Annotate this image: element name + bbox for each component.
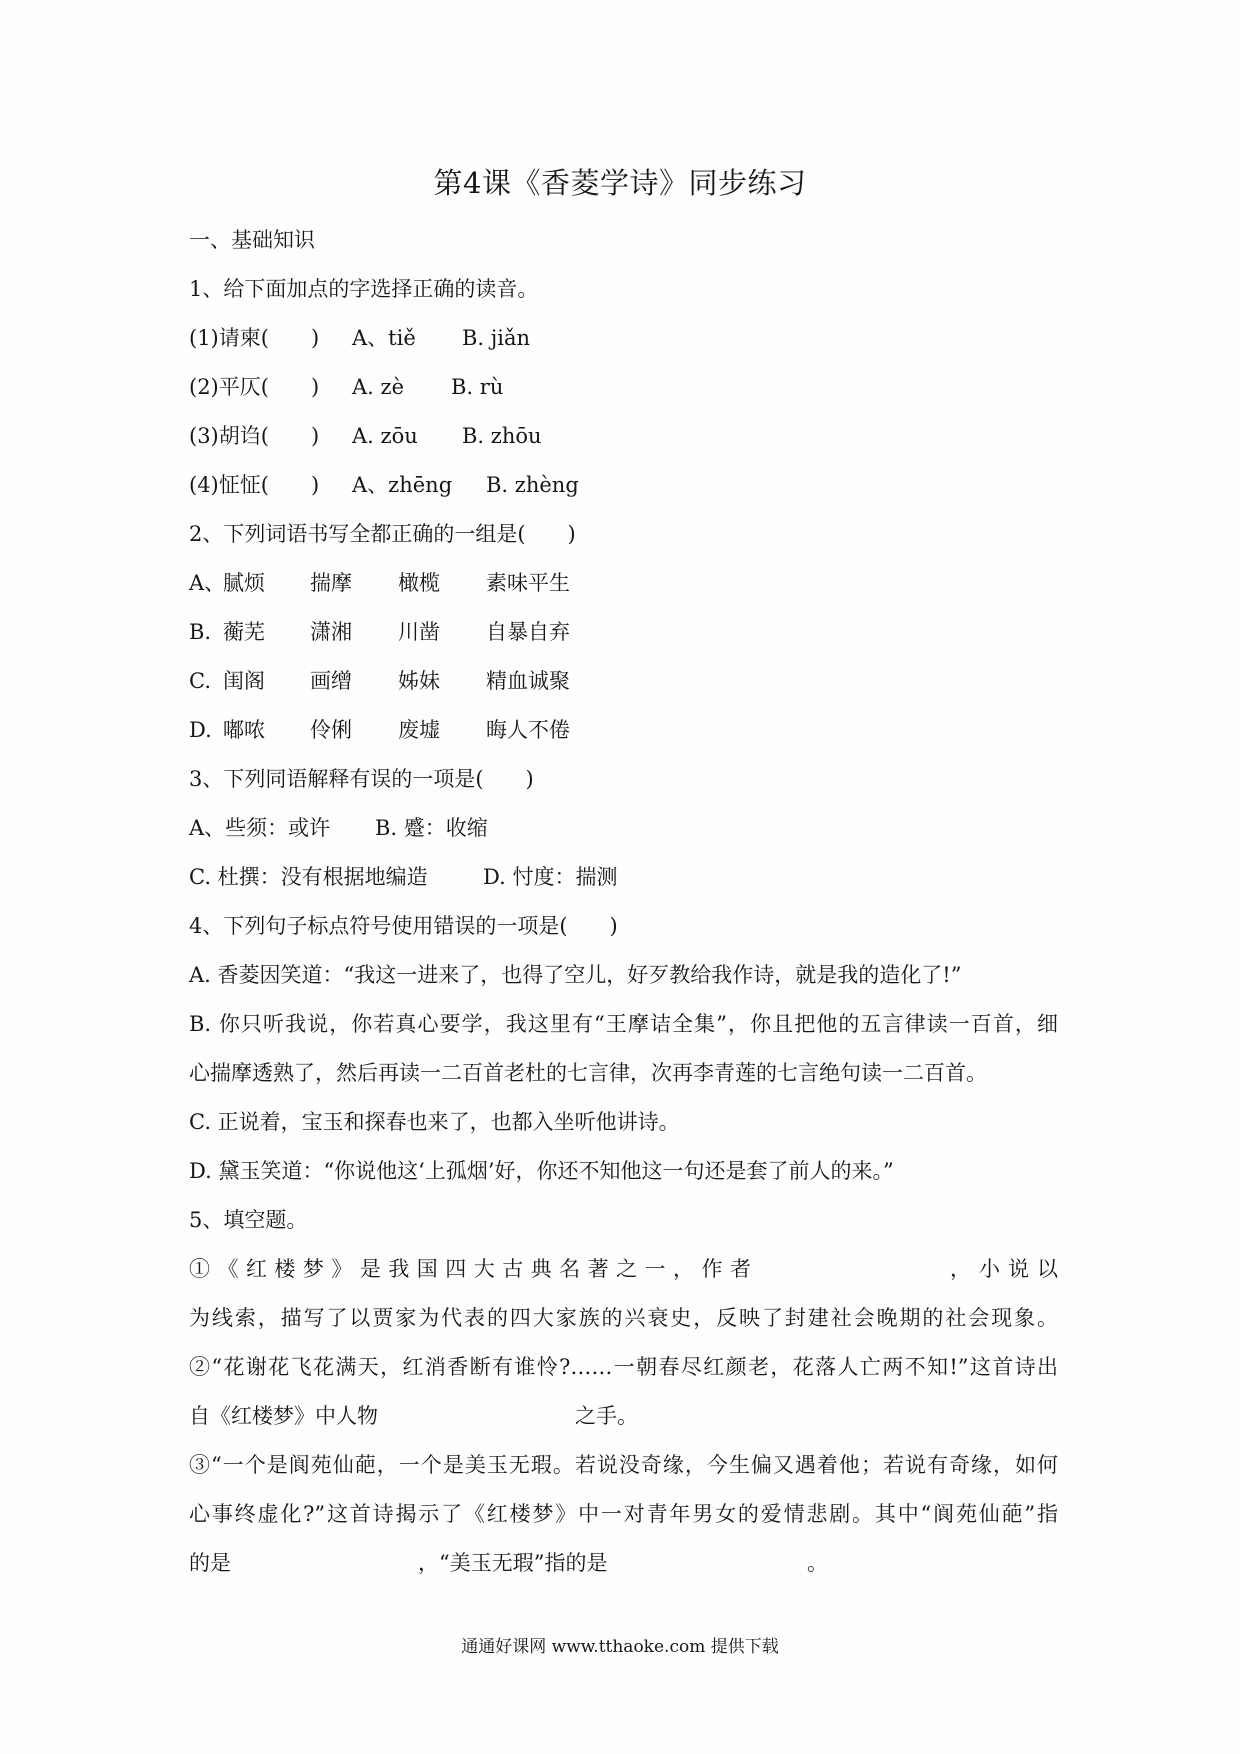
item-word: (4)怔怔( )	[189, 473, 320, 497]
fill-text: ①《红楼梦》是我国四大古典名著之一，作者	[189, 1257, 751, 1281]
fill-item-2-line: ②“花谢花飞花满天，红消香断有谁怜?……一朝春尽红颜老，花落人亡两不知!”这首诗出	[189, 1355, 1058, 1379]
fill-text: ，“美玉无瑕”指的是	[418, 1551, 608, 1575]
section-heading: 一、基础知识	[189, 228, 315, 252]
option-word: 潇湘	[310, 620, 352, 644]
question-4-option-a: A. 香菱因笑道：“我这一进来了，也得了空儿，好歹教给我作诗，就是我的造化了!”	[189, 963, 962, 987]
option-a: A、zhēng	[352, 473, 453, 497]
fill-text: 的是	[189, 1551, 231, 1575]
fill-item-3-line: ③“一个是阆苑仙葩，一个是美玉无瑕。若说没奇缘，今生偏又遇着他；若说有奇缘，如何	[189, 1453, 1058, 1477]
question-4-stem: 4、下列句子标点符号使用错误的一项是( )	[189, 914, 618, 938]
option-word: 伶俐	[310, 718, 352, 742]
worksheet-body	[189, 216, 1058, 1588]
fill-item-1-line	[189, 1245, 1058, 1294]
question-4-option-c: C. 正说着，宝玉和探春也来了，也都入坐听他讲诗。	[189, 1110, 680, 1134]
option-word: 闺阁	[223, 669, 265, 693]
fill-text: 。	[807, 1551, 828, 1575]
option-word: 精血诚聚	[486, 669, 570, 693]
answer-blank	[751, 1245, 950, 1294]
item-word: (1)请柬( )	[189, 326, 320, 350]
fill-text: 之手。	[575, 1404, 638, 1428]
question-2-option	[189, 559, 1058, 608]
option-d: D. 忖度：揣测	[483, 865, 618, 889]
page-title: 第4课《香菱学诗》同步练习	[433, 166, 807, 200]
option-a: A. zè	[352, 375, 405, 399]
option-b: B. zhèng	[486, 473, 579, 497]
option-label: A、	[189, 571, 226, 595]
option-word: 姊妹	[398, 669, 440, 693]
question-1-item	[189, 314, 1058, 363]
question-1-item	[189, 461, 1058, 510]
question-3-options-row	[189, 853, 1058, 902]
question-2-option	[189, 608, 1058, 657]
option-b: B. 蹙：收缩	[375, 816, 488, 840]
option-word: 揣摩	[310, 571, 352, 595]
option-word: 蘅芜	[223, 620, 265, 644]
option-label: B.	[189, 620, 212, 644]
fill-item-3-line: 心事终虚化?”这首诗揭示了《红楼梦》中一对青年男女的爱情悲剧。其中“阆苑仙葩”指	[189, 1502, 1058, 1526]
question-4-option-d: D. 黛玉笑道：“你说他这‘上孤烟’好，你还不知他这一句还是套了前人的来。”	[189, 1159, 894, 1183]
option-word: 素味平生	[486, 571, 570, 595]
fill-item-2-line	[189, 1392, 1058, 1441]
option-label: C.	[189, 669, 211, 693]
fill-item-1-line: 为线索，描写了以贾家为代表的四大家族的兴衰史，反映了封建社会晚期的社会现象。	[189, 1306, 1058, 1330]
question-2-option	[189, 657, 1058, 706]
question-1-item	[189, 412, 1058, 461]
option-word: 腻烦	[223, 571, 265, 595]
question-3-stem: 3、下列同语解释有误的一项是( )	[189, 767, 534, 791]
option-word: 晦人不倦	[486, 718, 570, 742]
option-word: 川凿	[398, 620, 440, 644]
fill-text: ，小说以	[950, 1257, 1058, 1281]
fill-text: 自《红楼梦》中人物	[189, 1404, 378, 1428]
option-a: A、些须：或许	[189, 816, 331, 840]
option-word: 橄榄	[398, 571, 440, 595]
option-c: C. 杜撰：没有根据地编造	[189, 865, 428, 889]
option-a: A. zōu	[352, 424, 418, 448]
question-2-option	[189, 706, 1058, 755]
question-4-option-b-line: 心揣摩透熟了，然后再读一二百首老杜的七言律，次再李青莲的七言绝句读一二百首。	[189, 1061, 987, 1085]
option-b: B. jiǎn	[462, 326, 531, 350]
item-word: (2)平仄( )	[189, 375, 320, 399]
option-a: A、tiě	[352, 326, 416, 350]
question-3-options-row	[189, 804, 1058, 853]
option-word: 自暴自弃	[486, 620, 570, 644]
question-1-stem: 1、给下面加点的字选择正确的读音。	[189, 277, 539, 301]
page-footer: 通通好课网 www.tthaoke.com 提供下载	[461, 1637, 779, 1657]
option-label: D.	[189, 718, 212, 742]
question-1-item	[189, 363, 1058, 412]
option-word: 废墟	[398, 718, 440, 742]
option-word: 嘟哝	[223, 718, 265, 742]
option-word: 画缯	[310, 669, 352, 693]
option-b: B. rù	[451, 375, 504, 399]
question-2-stem: 2、下列词语书写全都正确的一组是( )	[189, 522, 576, 546]
question-4-option-b-line: B. 你只听我说，你若真心要学，我这里有“王摩诘全集”，你且把他的五言律读一百首，细	[189, 1012, 1058, 1036]
question-5-stem: 5、填空题。	[189, 1208, 308, 1232]
option-b: B. zhōu	[462, 424, 542, 448]
fill-item-3-line	[189, 1539, 1058, 1588]
item-word: (3)胡诌( )	[189, 424, 320, 448]
